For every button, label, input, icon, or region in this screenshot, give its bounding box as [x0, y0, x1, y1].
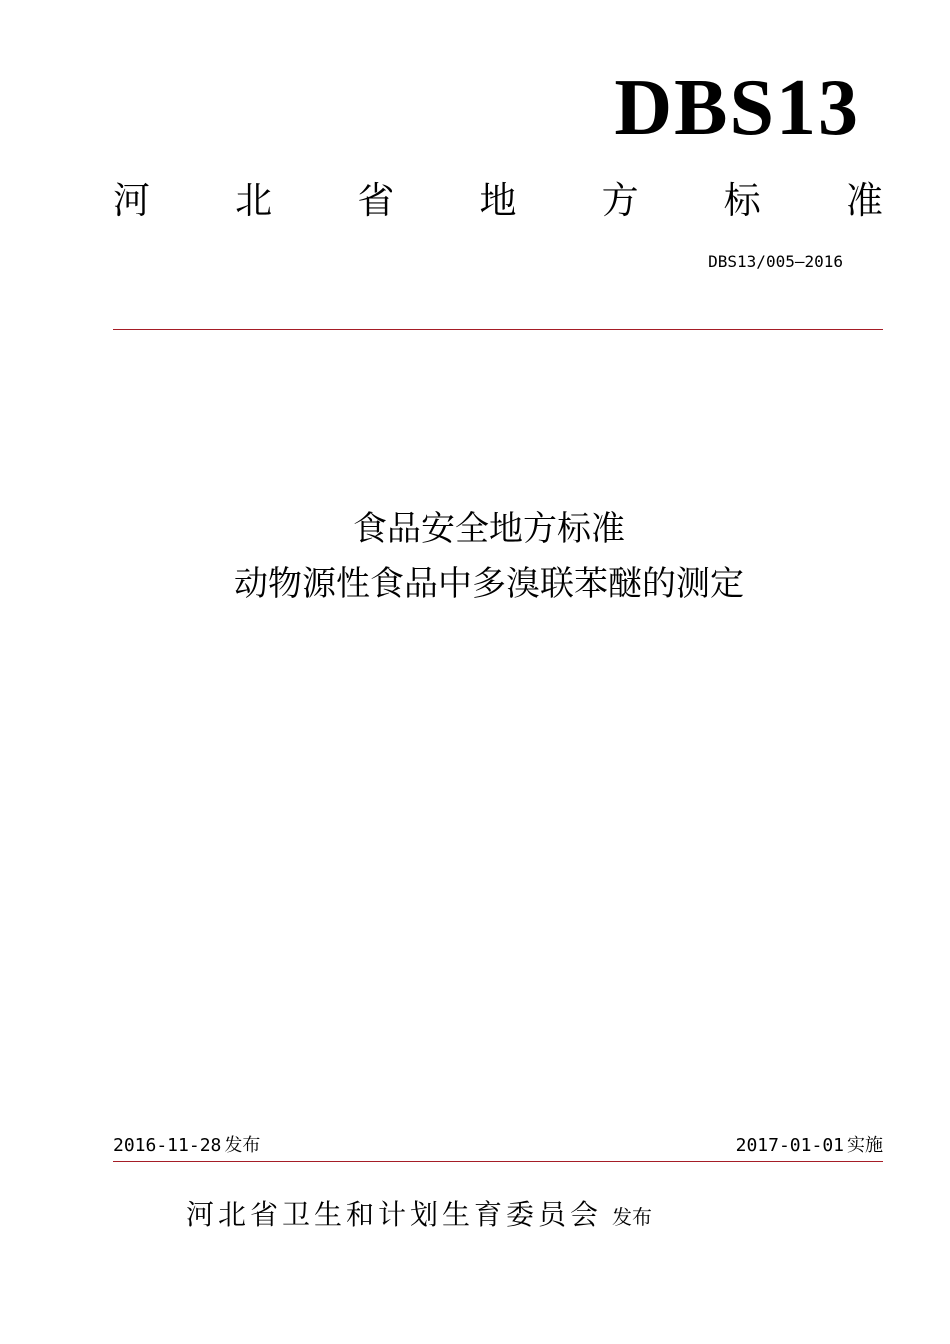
standard-type-char: 河 [113, 179, 150, 222]
standard-type-char: 地 [479, 179, 517, 222]
top-divider [113, 329, 883, 330]
effective-date [736, 1133, 883, 1159]
effective-date-value: 2017-01-01 [735, 1135, 844, 1156]
issuer-action: 发布 [612, 1205, 653, 1229]
standard-number: DBS13/005—2016 [708, 252, 843, 271]
publish-date [113, 1133, 260, 1159]
standard-type-char: 方 [601, 179, 639, 222]
standard-type-char: 标 [723, 179, 761, 222]
standard-mark: DBS13 [614, 64, 860, 152]
publish-date-label: 发布 [224, 1135, 261, 1156]
standard-type [113, 176, 883, 226]
effective-date-label: 实施 [847, 1135, 883, 1156]
standard-type-char: 省 [357, 179, 395, 222]
publish-date-value: 2016-11-28 [113, 1135, 222, 1156]
bottom-divider [113, 1161, 883, 1162]
document-title-line-2: 动物源性食品中多溴联苯醚的测定 [234, 564, 744, 604]
document-title-line-1: 食品安全地方标准 [353, 509, 625, 549]
issuer-name: 河北省卫生和计划生育委员会 [186, 1198, 603, 1231]
standard-type-char: 准 [845, 179, 883, 222]
issuer [186, 1195, 652, 1237]
standard-type-char: 北 [235, 179, 273, 222]
